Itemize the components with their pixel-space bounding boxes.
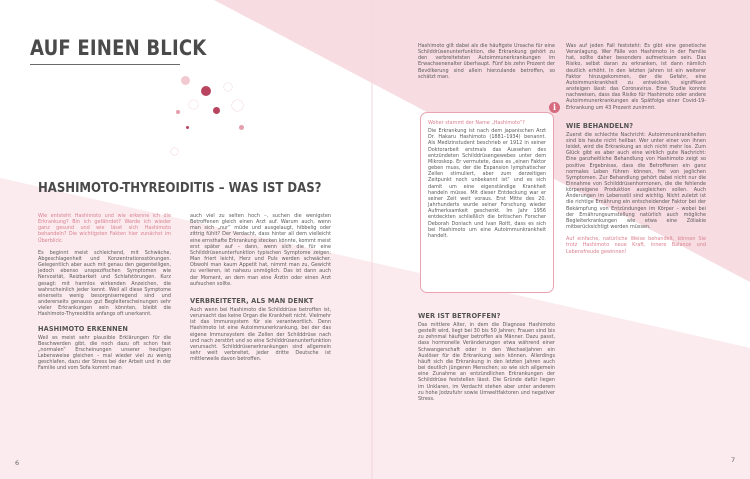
page-title: AUF EINEN BLICK [30,36,207,60]
paragraph: Was auf jeden Fall feststeht: Es gibt eine genetische Veranlagung. Wer Fälle von Hashimoto in der Familie hat, sollte daher besonders aufmerksam sein. Das Risiko, selbst daran zu erkranken, ist dann nämlich deutlich erhöht. In den letzten Jahren ist ein weiterer Faktor hinzugekommen, der die Gefahr, eine Autoimmunkrankheit zu entwickeln, signifikant ansteigen lässt: das Coronavirus. Eine Studie konnte nachweisen, dass das Risiko für Hashimoto oder andere Autoimmunerkrankungen als Spätfolge einer Covid-19-Erkrankung um 43 Prozent zunimmt. [566,43,706,111]
intro-text: Wie entsteht Hashimoto und wie erkenne ich die Erkrankung? Bin ich gefährdet? Werde ich wieder ganz gesund und wie lässt sich Hashimoto behandeln? Die wichtigsten Fakten hier zunächst im Überblick: [38,213,171,244]
info-box [420,112,554,293]
paragraph: Hashimoto gilt dabei als die häufigste Ursache für eine Schilddrüsenunterfunktion, die Erkrankung gehört zu den verbreitetsten Autoimmunerkrankungen im Erwachsenenalter überhaupt. Fünf bis zehn Prozent der Bevölkerung sind allein hierzulande betroffen, so schätzt man. [418,43,555,80]
subheading: VERBREITETER, ALS MAN DENKT [190,296,314,305]
decor-dot [186,126,189,129]
title-underline [30,64,180,65]
decor-dot [181,76,190,85]
decor-dot [201,86,211,96]
right-column-1-bottom [418,312,555,402]
paragraph: Auch wenn bei Hashimoto die Schilddrüse betroffen ist, verursacht das keine Organ die Krankheit nicht. Vielmehr ist das Immunsystem für sie verantwortlich. Denn Hashimoto ist eine Autoimmunerkrankung, bei der das eigene Immunsystem die Zellen der Schilddrüse nach und nach zerstört und so eine Schilddrüsenunterfunktion verursacht. Schilddrüsenerkrankungen sind allgemein sehr weit verbreitet, jeder dritte Deutsche ist mittlerweile davon betroffen. [190,306,331,363]
subheading: WER IST BETROFFEN? [418,312,501,320]
paragraph: auch viel zu selten hoch –, suchen die wenigsten Betroffenen gleich einen Arzt auf. Warum auch, wenn man sich „nur“ müde und ausgelaugt, hibbelig oder zittrig fühlt? Der Verdacht, dass hinter all dem vielleicht eine ernsthafte Erkrankung stecken könnte, kommt meist erst später auf – dann, wenn sich die für eine Schilddrüsenunterfunktion typischen Symptome zeigen: Man friert leicht, Herz und Puls werden schwächer. Obwohl man kaum Appetit hat, nimmt man zu, Gewicht zu verlieren, ist nahezu unmöglich. Das ist dann auch der Moment, an dem man eine Ärztin oder einen Arzt aufsuchen sollte. [190,213,331,287]
right-column-2 [566,43,706,255]
left-column-1 [38,213,171,371]
decor-dot [176,110,180,114]
decor-dot [213,107,220,114]
paragraph: Das mittlere Alter, in dem die Diagnose Hashimoto gestellt wird, liegt bei 30 bis 50 Jahren; Frauen sind bis zu zehnmal häufiger betroffen als Männer. Dazu passt, dass hormonelle Veränderungen etwa während einer Schwangerschaft oder in den Wechseljahren ein Auslöser für die Erkrankung sein können. Allerdings häuft sich die Erkrankung in den letzten Jahren auch bei deutlich jüngeren Menschen; so wie sich allgemein eine Zunahme an entzündlichen Erkrankungen der Schilddrüse feststellen lässt. Die Gründe dafür liegen im Unklaren, im Verdacht stehen aber unter anderem zu hohe Jodzufuhr sowie Umweltfaktoren und negativer Stress. [418,322,555,402]
decor-dot [224,83,232,91]
left-column-2 [190,213,331,362]
right-column-1-top [418,43,555,80]
paragraph: Weil es meist sehr plausible Erklärungen für die Beschwerden gibt, die noch dazu oft schon fast „normalen“ Erscheinungen unserer heutigen Lebensweise gleichen – mal wieder viel zu wenig geschlafen, dazu der Stress bei der Arbeit und in der Familie und vom Sofa kommt man [38,334,171,372]
info-icon: i [549,102,560,113]
decor-dot [171,148,178,155]
closing-text: Auf einfache, natürliche Weise behandelt, können Sie trotz Hashimoto neue Kraft, innere Balance und Lebensfreude gewinnen! [566,236,706,255]
page-number-left: 6 [15,459,20,467]
info-box-title: Woher stammt der Name „Hashimoto“? [428,120,525,126]
decor-dot [239,125,244,130]
paragraph: Zuerst die schlechte Nachricht: Autoimmunkrankheiten sind bis heute nicht heilbar. Wer unter einer von ihnen leidet, wird die Erkrankung an sich nicht mehr los. Zum Glück gibt es aber auch eine wirklich gute Nachricht: Eine ganzheitliche Behandlung von Hashimoto zeigt so positive Ergebnisse, dass die Betroffenen ein ganz normales Leben führen können, frei von jeglichen Symptomen. Zur Behandlung gehört dabei nicht nur die Einnahme von Schilddrüsenhormonen, die die fehlende körpereigene Produktion ausgleichen sollen. Auch Änderungen im Lebensstil sind wichtig. Nicht zuletzt ist die richtige Ernährung ein entscheidender Faktor bei der Bekämpfung von Entzündungen im Körper – wobei bei der Ernährungsumstellung natürlich auch mögliche Begleiterkrankungen wie etwa eine Zöliakie mitberücksichtigt werden müssen. [566,131,706,231]
subheading: HASHIMOTO ERKENNEN [38,324,128,333]
info-box-text: Die Erkrankung ist nach dem japanischen Arzt Dr. Hakaru Hashimoto (1881–1934) benannt. Als Medizinstudent beschrieb er 1912 in seiner Doktorarbeit erstmals das Aussehen des entzündeten Schilddrüsengewebes unter dem Mikroskop. Er vermutete, dass es „einen Faktor geben muss, der die Expansion lymphatischer Zellen stimuliert, aber zum derzeitigen Zeitpunkt noch unbekannt ist“ und es sich damit um eine eigenständige Krankheit handeln müsse. Mit dieser Entdeckung war er seiner Zeit weit voraus. Erst Mitte des 20. Jahrhunderts wurde seiner Forschung wieder Aufmerksamkeit geschenkt. Im Jahr 1956 entdeckten schließlich die britischen Forscher Deborah Doniach und Ivan Roitt, dass es sich bei Hashimoto um eine Autoimmunkrankheit handelt. [428,128,546,239]
page-number-right: 7 [731,456,736,464]
section-title: HASHIMOTO-THYREOIDITIS – WAS IST DAS? [38,181,322,196]
subheading: WIE BEHANDELN? [566,121,634,130]
decor-dot [189,100,198,109]
paragraph: Es beginnt meist schleichend, mit Schwäche, Abgeschlagenheit und Konzentrationsstörungen. Gelegentlich aber auch mit genau den gegenteiligen, jedoch ebenso unspezifischen Symptomen wie Nervosität, Reizbarkeit und Schlafstörungen. Kurz gesagt: mit harmlos wirkenden Anzeichen, die wahrscheinlich jeder kennt. Weil all diese Symptome einerseits wenig besorgniserregend sind und andererseits genauso gut Begleiterscheinungen sehr vieler Erkrankungen sein könnten, bleibt die Hashimoto-Thyreoiditis anfangs oft unerkannt. [38,249,171,318]
decor-dot [232,100,243,111]
